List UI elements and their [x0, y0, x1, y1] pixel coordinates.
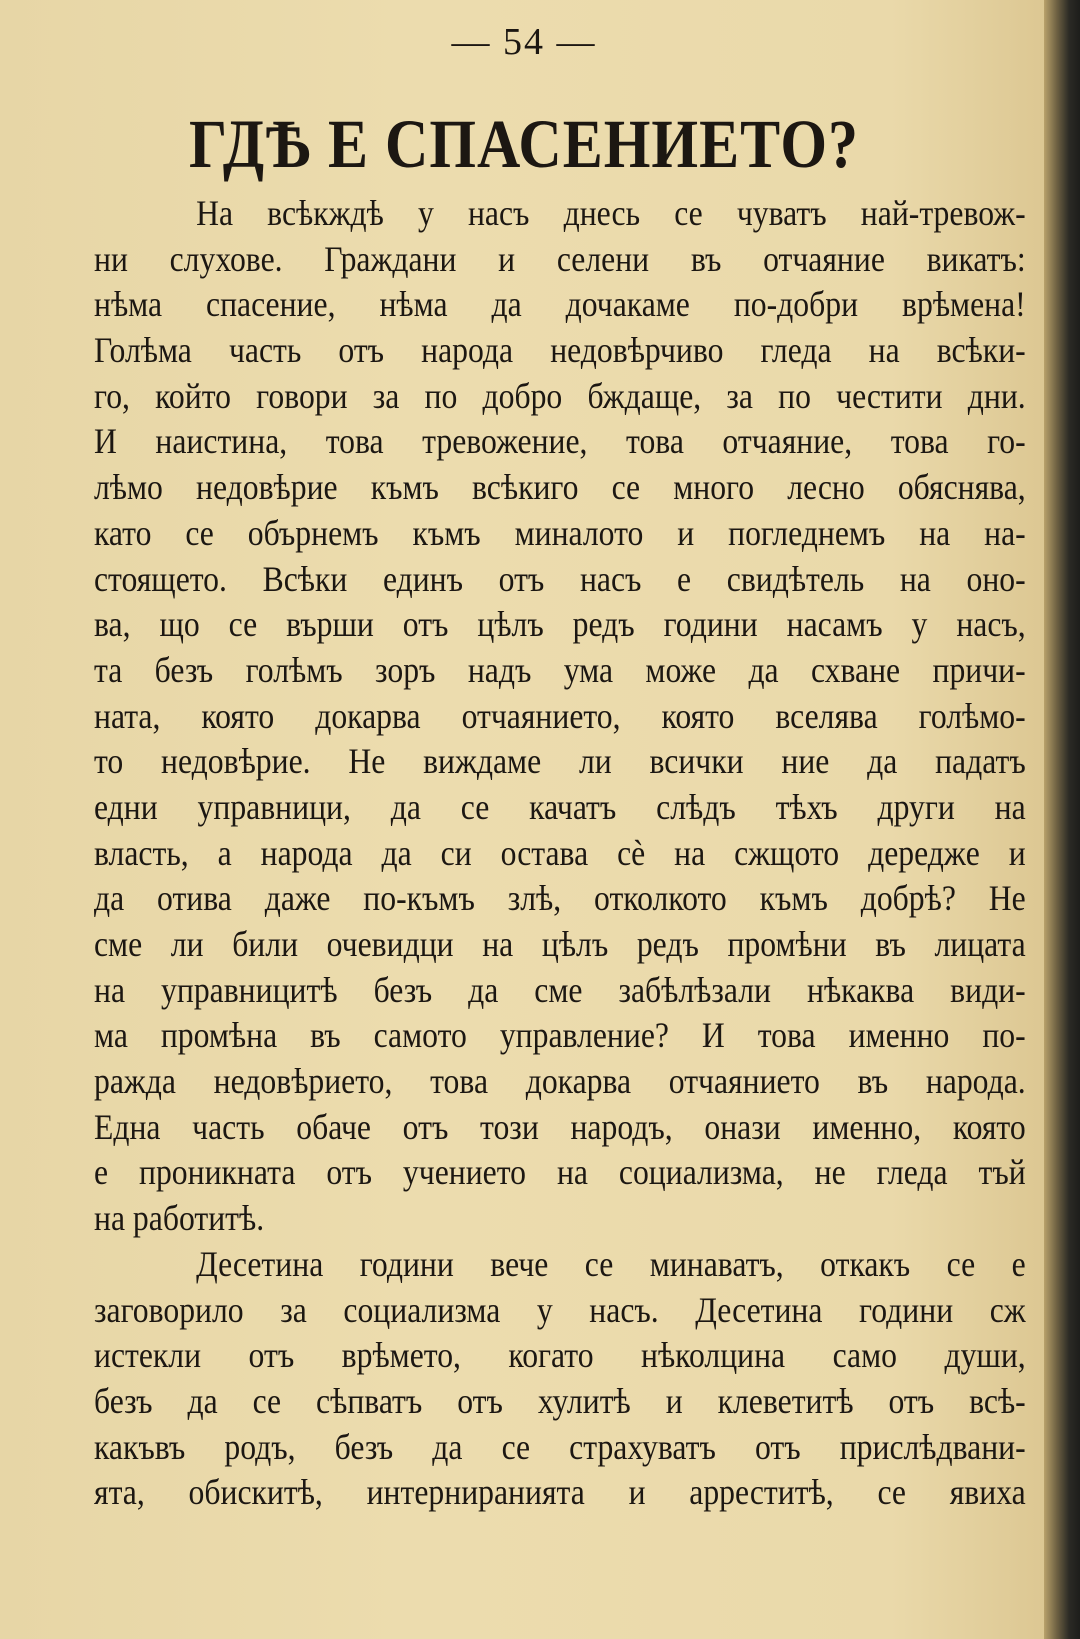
text-line: на работитѣ. — [94, 1198, 265, 1239]
text-line: лѣмо недовѣрие къмъ всѣкиго се много лесно обяснява, — [94, 467, 1026, 508]
text-line: истекли отъ врѣмето, когато нѣколцина само души, — [94, 1335, 1026, 1376]
chapter-title: ГДѢ Е СПАСЕНИЕТО? — [189, 105, 859, 182]
text-line: Една часть обаче отъ този народъ, онази именно, която — [94, 1106, 1026, 1147]
text-line: ни слухове. Граждани и селени въ отчаяние викатъ: — [94, 238, 1026, 279]
text-line: на управницитѣ безъ да сме забѣлѣзали нѣкаква види- — [94, 969, 1026, 1010]
text-line: стоящето. Всѣки единъ отъ насъ е свидѣтель на оно- — [94, 558, 1026, 599]
text-line: Голѣма часть отъ народа недовѣрчиво гледа на всѣки- — [94, 330, 1026, 371]
text-line: какъвъ родъ, безъ да се страхуватъ отъ прислѣдвани- — [94, 1426, 1026, 1467]
text-line: сме ли били очевидци на цѣлъ редъ промѣни въ лицата — [94, 924, 1026, 964]
body-text — [94, 191, 1026, 1516]
text-line: На всѣкждѣ у насъ днесь се чуватъ най-тревож- — [196, 193, 1026, 233]
text-line: та безъ голѣмъ зоръ надъ ума може да схване причи- — [94, 649, 1026, 690]
page-edge-shadow — [1044, 0, 1080, 1639]
text-line: е проникната отъ учението на социализма, не гледа тъй — [94, 1152, 1026, 1193]
text-line: Десетина години вече се минаватъ, откакъ се е — [196, 1243, 1026, 1284]
text-line: И наистина, това тревожение, това отчаяние, това го- — [94, 421, 1026, 462]
text-line: нѣма спасение, нѣма да дочакаме по-добри врѣмена! — [94, 284, 1026, 325]
page-number: — 54 — — [451, 21, 597, 63]
text-line: ната, която докарва отчаянието, която вселява голѣмо- — [94, 695, 1026, 736]
text-line: едни управници, да се качатъ слѣдъ тѣхъ други на — [94, 786, 1026, 827]
text-line: власть, а народа да си остава сѐ на сжщото дереджe и — [94, 832, 1026, 873]
text-line: ма промѣна въ самото управление? И това именно по- — [94, 1015, 1026, 1056]
text-line: ражда недовѣрието, това докарва отчаянието въ народа. — [94, 1061, 1026, 1102]
text-line: безъ да се сѣпватъ отъ хулитѣ и клеветитѣ отъ всѣ- — [94, 1380, 1026, 1421]
text-line: да отива даже по-къмъ злѣ, отколкото къмъ добрѣ? Не — [94, 878, 1026, 919]
text-line: ята, обискитѣ, интерниранията и арреститѣ, се явиха — [94, 1472, 1026, 1513]
text-line: то недовѣрие. Не виждаме ли всички ние да падатъ — [94, 741, 1026, 782]
text-line: като се обърнемъ къмъ миналото и погледнемъ на на- — [94, 512, 1026, 553]
text-line: заговорило за социализма у насъ. Десетина години сж — [94, 1289, 1026, 1330]
text-line: го, който говори за по добро бждаще, за по честити дни. — [94, 375, 1026, 416]
text-line: ва, що се върши отъ цѣлъ редъ години насамъ у насъ, — [94, 604, 1026, 645]
